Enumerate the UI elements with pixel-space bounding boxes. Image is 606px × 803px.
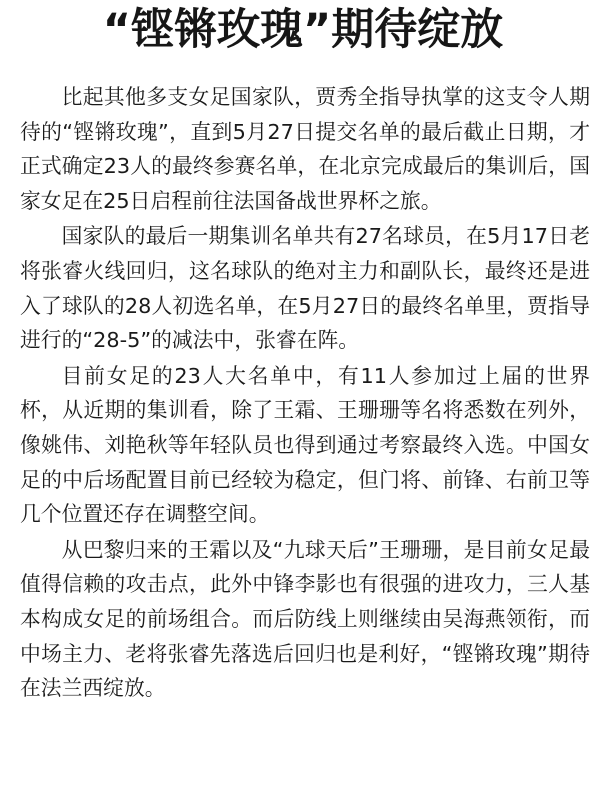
article-headline: “铿锵玫瑰”期待绽放 [102, 5, 504, 55]
article-paragraph-4: 从巴黎归来的王霜以及“九球天后”王珊珊，是目前女足最值得信赖的攻击点，此外中锋李影也有很强的进攻力，三人基本构成女足的前场组合。而后防线上则继续由吴海燕领衔，而中场主力、老将张睿先落选后回归也是利好，“铿锵玫瑰”期待在法兰西绽放。 [20, 537, 590, 701]
article-paragraph-2: 国家队的最后一期集训名单共有27名球员，在5月17日老将张睿火线回归，这名球队的绝对主力和副队长，最终还是进入了球队的28人初选名单，在5月27日的最终名单里，贾指导进行的“28-5”的减法中，张睿在阵。 [20, 224, 590, 353]
article-paragraph-3: 目前女足的23人大名单中，有11人参加过上届的世界杯，从近期的集训看，除了王霜、王珊珊等名将悉数在列外，像姚伟、刘艳秋等年轻队员也得到通过考察最终入选。中国女足的中后场配置目前已经较为稳定，但门将、前锋、右前卫等几个位置还存在调整空间。 [20, 363, 590, 527]
article-body [20, 80, 590, 706]
article-paragraph-1: 比起其他多支女足国家队，贾秀全指导执掌的这支令人期待的“铿锵玫瑰”，直到5月27日提交名单的最后截止日期，才正式确定23人的最终参赛名单，在北京完成最后的集训后，国家女足在25日启程前往法国备战世界杯之旅。 [20, 85, 590, 213]
